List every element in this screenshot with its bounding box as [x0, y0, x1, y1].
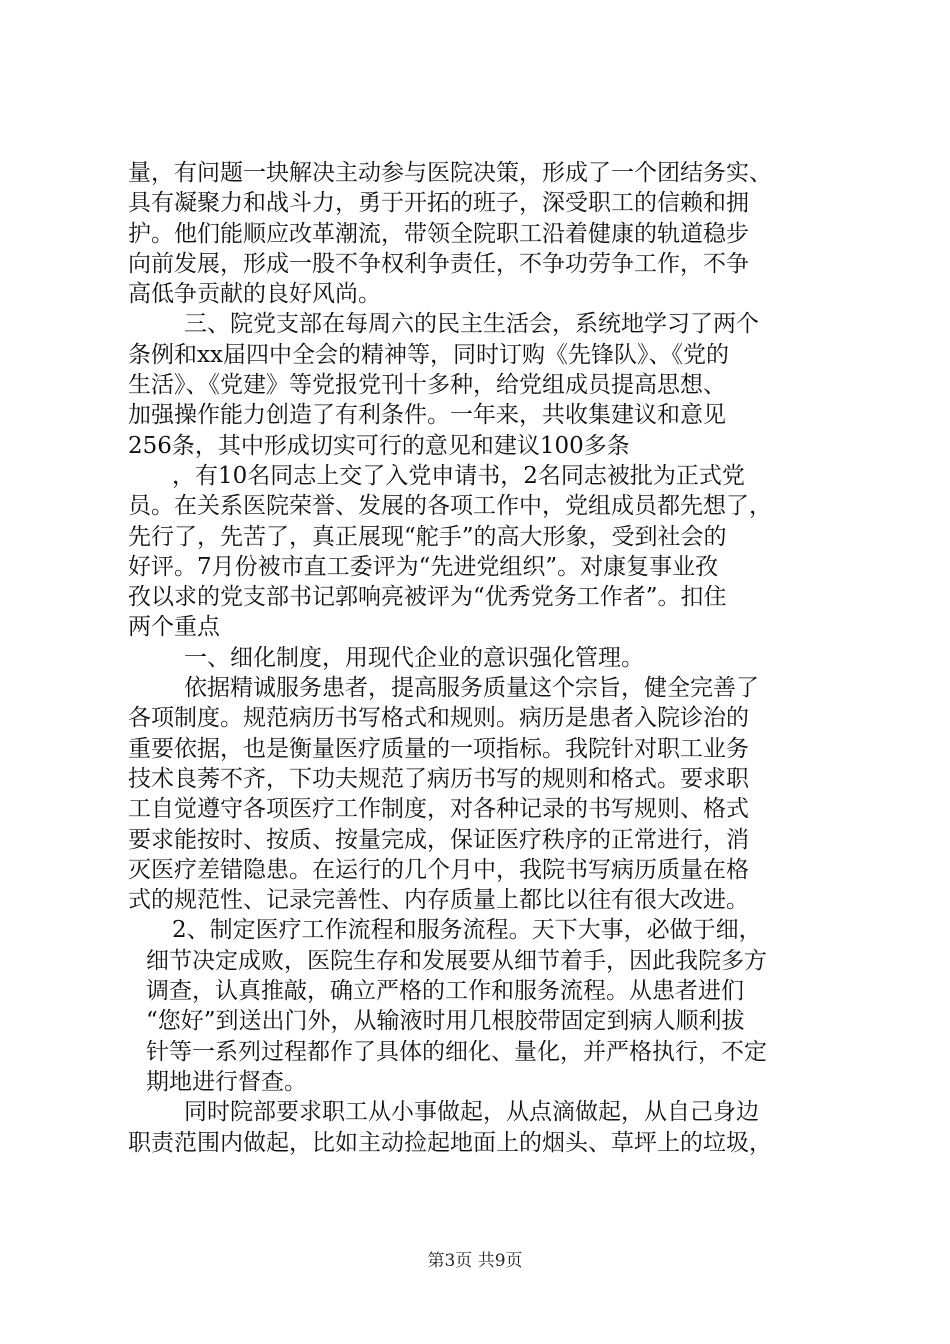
text-line: 先行了，先苦了，真正展现“舵手”的高大形象，受到社会的 — [128, 523, 727, 550]
text-line: 各项制度。规范病历书写格式和规则。病历是患者入院诊治的 — [128, 705, 749, 732]
text-line: 生活》、《党建》等党报党刊十多种，给党组成员提高思想、 — [128, 372, 726, 399]
text-line: 调查，认真推敲，确立严格的工作和服务流程。从患者进们 — [146, 978, 744, 1005]
text-line: 具有凝聚力和战斗力，勇于开拓的班子，深受职工的信赖和拥 — [128, 190, 749, 217]
text-line: 针等一系列过程都作了具体的细化、量化，并严格执行，不定 — [146, 1038, 767, 1065]
text-line: 量，有问题一块解决主动参与医院决策，形成了一个团结务实、 — [128, 160, 772, 186]
text-line: 同时院部要求职工从小事做起，从点滴做起，从自己身边 — [184, 1099, 759, 1126]
section-heading: 一、细化制度，用现代企业的意识强化管理。 — [184, 644, 644, 671]
text-line: 员。在关系医院荣誉、发展的各项工作中，党组成员都先想了， — [128, 493, 772, 520]
text-line: 细节决定成败，医院生存和发展要从细节着手，因此我院多方 — [146, 947, 767, 974]
text-line: 要求能按时、按质、按量完成，保证医疗秩序的正常进行，消 — [128, 826, 749, 853]
text-line: 加强操作能力创造了有利条件。一年来，共收集建议和意见 — [128, 402, 726, 429]
page-number-footer: 第3页 共9页 — [427, 1251, 523, 1271]
text-line: 职责范围内做起，比如主动捡起地面上的烟头、草坪上的垃圾， — [128, 1129, 772, 1156]
text-line: 技术良莠不齐，下功夫规范了病历书写的规则和格式。要求职 — [128, 765, 749, 792]
text-line: “您好”到送出门外，从输液时用几根胶带固定到病人顺利拔 — [146, 1008, 745, 1035]
body-text — [128, 158, 840, 1158]
text-line: ，有10名同志上交了入党申请书，2名同志被批为正式党 — [172, 462, 745, 489]
text-line: 期地进行督查。 — [146, 1068, 307, 1095]
text-line: 高低争贡献的良好风尚。 — [128, 281, 381, 308]
text-line: 孜以求的党支部书记郭响亮被评为“优秀党务工作者”。扣住 — [128, 584, 727, 611]
text-line: 工自觉遵守各项医疗工作制度，对各种记录的书写规则、格式 — [128, 796, 749, 823]
text-line: 好评。7月份被市直工委评为“先进党组织”。对康复事业孜 — [128, 553, 719, 580]
text-line: 256条，其中形成切实可行的意见和建议100多条 — [128, 432, 630, 459]
text-line: 条例和xx届四中全会的精神等，同时订购《先锋队》、《党的 — [128, 341, 729, 368]
text-line: 式的规范性、记录完善性、内存质量上都比以往有很大改进。 — [128, 887, 749, 914]
text-line: 两个重点 — [128, 614, 220, 641]
text-line: 2、制定医疗工作流程和服务流程。天下大事，必做于细， — [172, 917, 762, 944]
text-line: 依据精诚服务患者，提高服务质量这个宗旨，健全完善了 — [184, 675, 759, 702]
text-line: 灭医疗差错隐患。在运行的几个月中，我院书写病历质量在格 — [128, 856, 749, 883]
text-line: 重要依据，也是衡量医疗质量的一项指标。我院针对职工业务 — [128, 735, 749, 762]
text-line: 向前发展，形成一股不争权利争责任，不争功劳争工作，不争 — [128, 250, 749, 277]
text-line: 护。他们能顺应改革潮流，带领全院职工沿着健康的轨道稳步 — [128, 220, 749, 247]
text-line: 三、院党支部在每周六的民主生活会，系统地学习了两个 — [184, 311, 759, 338]
